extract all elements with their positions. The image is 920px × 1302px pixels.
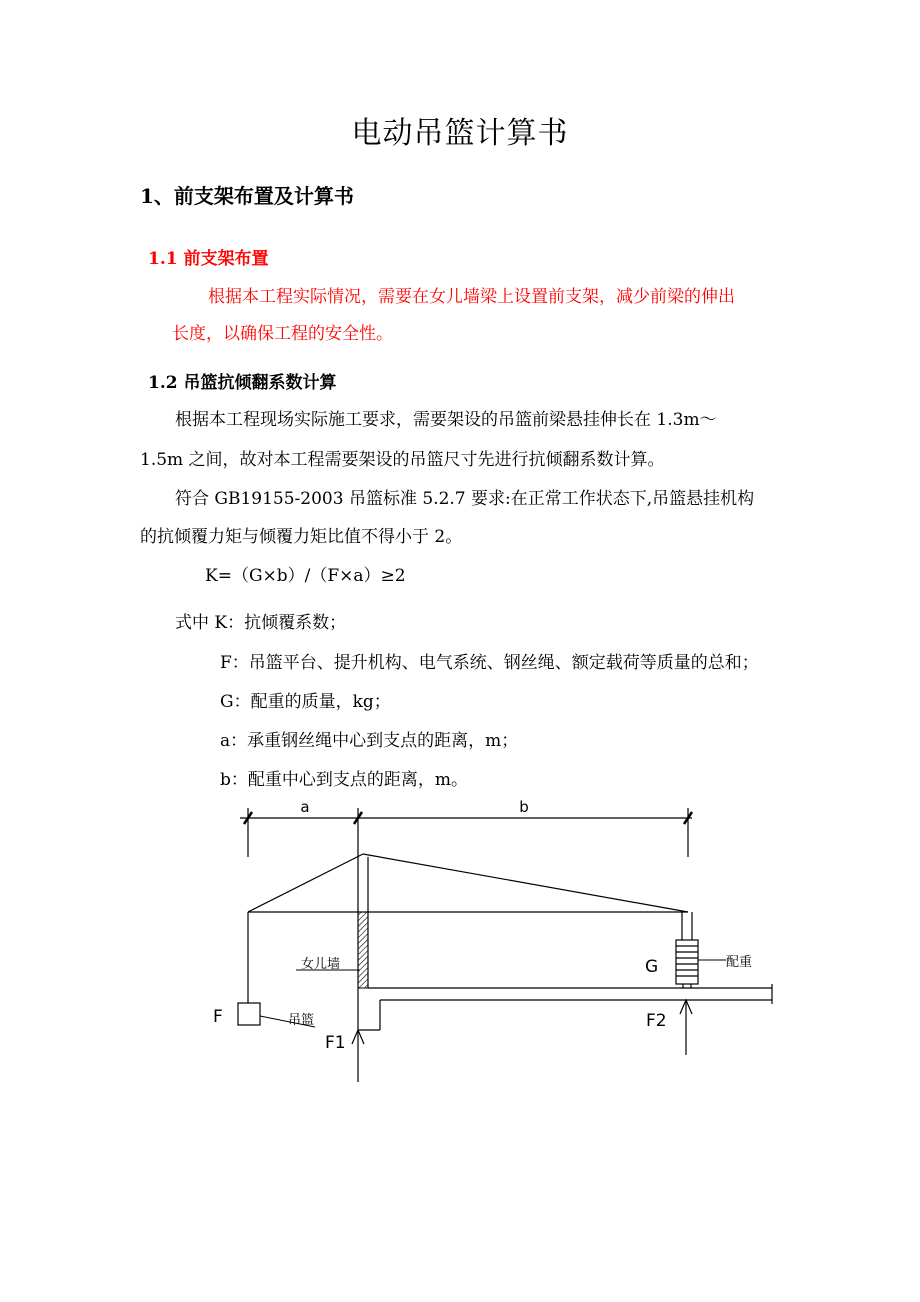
- label-force-f2: F2: [646, 1011, 667, 1031]
- basket-box: [238, 1003, 260, 1025]
- paragraph-2-line-2: 1.5m 之间，故对本工程需要架设的吊篮尺寸先进行抗倾翻系数计算。: [140, 450, 665, 470]
- label-counterweight: 配重: [726, 955, 753, 970]
- label-weight-g: G: [645, 957, 659, 977]
- roof-beam: [358, 984, 772, 1030]
- front-support-frame: [248, 854, 692, 1030]
- paragraph-2-line-1: 根据本工程现场实际施工要求，需要架设的吊篮前梁悬挂伸长在 1.3m～: [175, 410, 717, 430]
- subsection-heading-1-2: 1.2 吊篮抗倾翻系数计算: [148, 373, 337, 393]
- dimension-label-b: b: [519, 798, 529, 816]
- label-force-f1: F1: [325, 1033, 346, 1053]
- dimension-label-a: a: [300, 798, 310, 816]
- paragraph-1-line-1: 根据本工程实际情况，需要在女儿墙梁上设置前支架，减少前梁的伸出: [208, 287, 735, 307]
- label-force-f: F: [213, 1007, 223, 1027]
- paragraph-3-line-2: 的抗倾覆力矩与倾覆力矩比值不得小于 2。: [140, 527, 463, 547]
- definition-g: G：配重的质量，kg；: [220, 692, 391, 712]
- paragraph-3-line-1: 符合 GB19155-2003 吊篮标准 5.2.7 要求:在正常工作状态下,吊篮悬挂机构: [175, 489, 755, 509]
- subsection-heading-1-1: 1.1 前支架布置: [148, 249, 269, 269]
- label-parapet-wall: 女儿墙: [301, 957, 341, 972]
- paragraph-1-line-2: 长度，以确保工程的安全性。: [172, 324, 393, 344]
- definition-b: b：配重中心到支点的距离，m。: [220, 770, 469, 790]
- formula: K=（G×b）/（F×a）≥2: [205, 566, 406, 586]
- counterweight: [676, 940, 698, 988]
- force-arrow-f1: [352, 1030, 364, 1082]
- section-heading-1: 1、前支架布置及计算书: [140, 184, 354, 208]
- label-basket: 吊篮: [288, 1013, 315, 1028]
- definition-a: a：承重钢丝绳中心到支点的距离，m；: [220, 731, 519, 751]
- definition-f: F：吊篮平台、提升机构、电气系统、钢丝绳、额定载荷等质量的总和；: [220, 653, 759, 673]
- definition-k: 式中 K：抗倾覆系数；: [175, 613, 347, 633]
- force-arrow-f2: [680, 1000, 692, 1055]
- document-title: 电动吊篮计算书: [351, 116, 569, 151]
- parapet-wall: [358, 912, 368, 988]
